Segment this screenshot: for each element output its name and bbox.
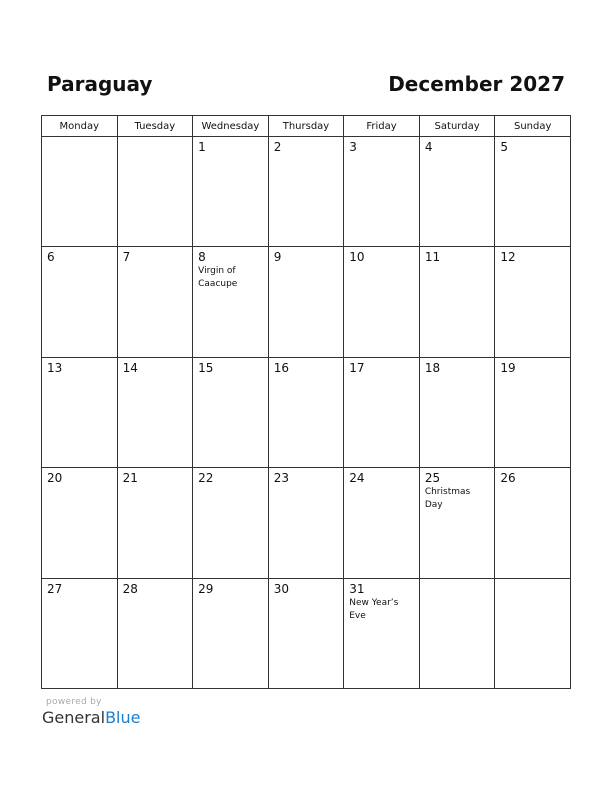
day-cell bbox=[495, 247, 571, 357]
generalblue-logo[interactable] bbox=[42, 708, 140, 727]
day-cell bbox=[495, 468, 571, 578]
day-cell bbox=[344, 357, 420, 467]
holiday-label: Christmas Day bbox=[424, 487, 471, 511]
day-number: 5 bbox=[500, 140, 509, 154]
weekday-header-row bbox=[42, 116, 571, 137]
day-number: 20 bbox=[47, 471, 63, 486]
day-number: 21 bbox=[122, 471, 138, 486]
day-number: 17 bbox=[349, 360, 365, 375]
week-row bbox=[42, 468, 571, 578]
country-title: Paraguay bbox=[47, 72, 153, 96]
day-cell bbox=[268, 357, 344, 467]
day-number: 6 bbox=[47, 250, 55, 265]
day-cell bbox=[419, 137, 495, 247]
day-number: 22 bbox=[198, 471, 214, 486]
holiday-label: Virgin of Caacupe bbox=[198, 266, 238, 290]
week-row bbox=[42, 247, 571, 357]
day-cell bbox=[495, 578, 571, 688]
day-cell bbox=[419, 247, 495, 357]
day-cell bbox=[419, 357, 495, 467]
day-cell bbox=[193, 468, 269, 578]
day-number: 7 bbox=[122, 250, 131, 265]
day-cell bbox=[42, 578, 118, 688]
holiday-label: New Year’s Eve bbox=[349, 597, 399, 621]
day-cell bbox=[193, 137, 269, 247]
day-number: 24 bbox=[349, 471, 365, 486]
day-cell bbox=[268, 137, 344, 247]
weekday-wednesday: Wednesday bbox=[193, 116, 269, 137]
day-number: 28 bbox=[122, 581, 138, 596]
day-cell bbox=[42, 247, 118, 357]
day-cell bbox=[268, 468, 344, 578]
weekday-sunday: Sunday bbox=[495, 116, 571, 137]
day-number: 12 bbox=[500, 250, 516, 265]
day-cell bbox=[344, 578, 420, 688]
day-cell bbox=[117, 137, 193, 247]
day-number: 29 bbox=[198, 581, 214, 596]
day-number: 27 bbox=[47, 581, 63, 596]
day-number: 19 bbox=[500, 360, 516, 375]
day-cell bbox=[117, 578, 193, 688]
brand-general: General bbox=[42, 708, 106, 727]
week-row bbox=[42, 357, 571, 467]
week-row bbox=[42, 137, 571, 247]
day-number: 25 bbox=[424, 471, 441, 486]
day-cell bbox=[42, 468, 118, 578]
day-number: 8 bbox=[198, 250, 206, 265]
day-number: 15 bbox=[198, 360, 214, 375]
day-cell bbox=[117, 468, 193, 578]
week-row bbox=[42, 578, 571, 688]
weekday-monday: Monday bbox=[42, 116, 118, 137]
day-cell bbox=[268, 247, 344, 357]
day-number: 16 bbox=[273, 360, 289, 375]
day-number: 31 bbox=[349, 581, 365, 596]
day-number: 23 bbox=[273, 471, 289, 486]
calendar-grid bbox=[41, 115, 571, 689]
day-cell bbox=[344, 247, 420, 357]
day-number: 3 bbox=[349, 140, 357, 154]
day-number: 4 bbox=[424, 140, 433, 154]
day-cell bbox=[42, 137, 118, 247]
day-cell bbox=[117, 247, 193, 357]
day-cell bbox=[193, 357, 269, 467]
day-number: 2 bbox=[273, 140, 282, 154]
day-cell bbox=[344, 468, 420, 578]
day-cell bbox=[344, 137, 420, 247]
month-title: December 2027 bbox=[388, 72, 565, 96]
day-cell bbox=[42, 357, 118, 467]
day-number: 18 bbox=[424, 360, 441, 375]
day-number: 9 bbox=[273, 250, 282, 265]
day-cell bbox=[495, 357, 571, 467]
day-cell bbox=[268, 578, 344, 688]
day-number: 30 bbox=[273, 581, 289, 596]
day-number: 14 bbox=[122, 360, 138, 375]
weekday-saturday: Saturday bbox=[419, 116, 495, 137]
weekday-thursday: Thursday bbox=[268, 116, 344, 137]
day-number: 10 bbox=[349, 250, 365, 265]
day-cell bbox=[419, 468, 495, 578]
day-cell bbox=[495, 137, 571, 247]
powered-by-text: powered by bbox=[46, 697, 102, 707]
day-cell bbox=[193, 247, 269, 357]
day-cell bbox=[117, 357, 193, 467]
brand-blue: Blue bbox=[105, 708, 141, 727]
day-number: 1 bbox=[198, 140, 206, 154]
day-number: 13 bbox=[47, 360, 63, 375]
weekday-tuesday: Tuesday bbox=[117, 116, 193, 137]
day-number: 26 bbox=[500, 471, 516, 486]
day-number: 11 bbox=[424, 250, 441, 265]
day-cell bbox=[419, 578, 495, 688]
weekday-friday: Friday bbox=[344, 116, 420, 137]
day-cell bbox=[193, 578, 269, 688]
